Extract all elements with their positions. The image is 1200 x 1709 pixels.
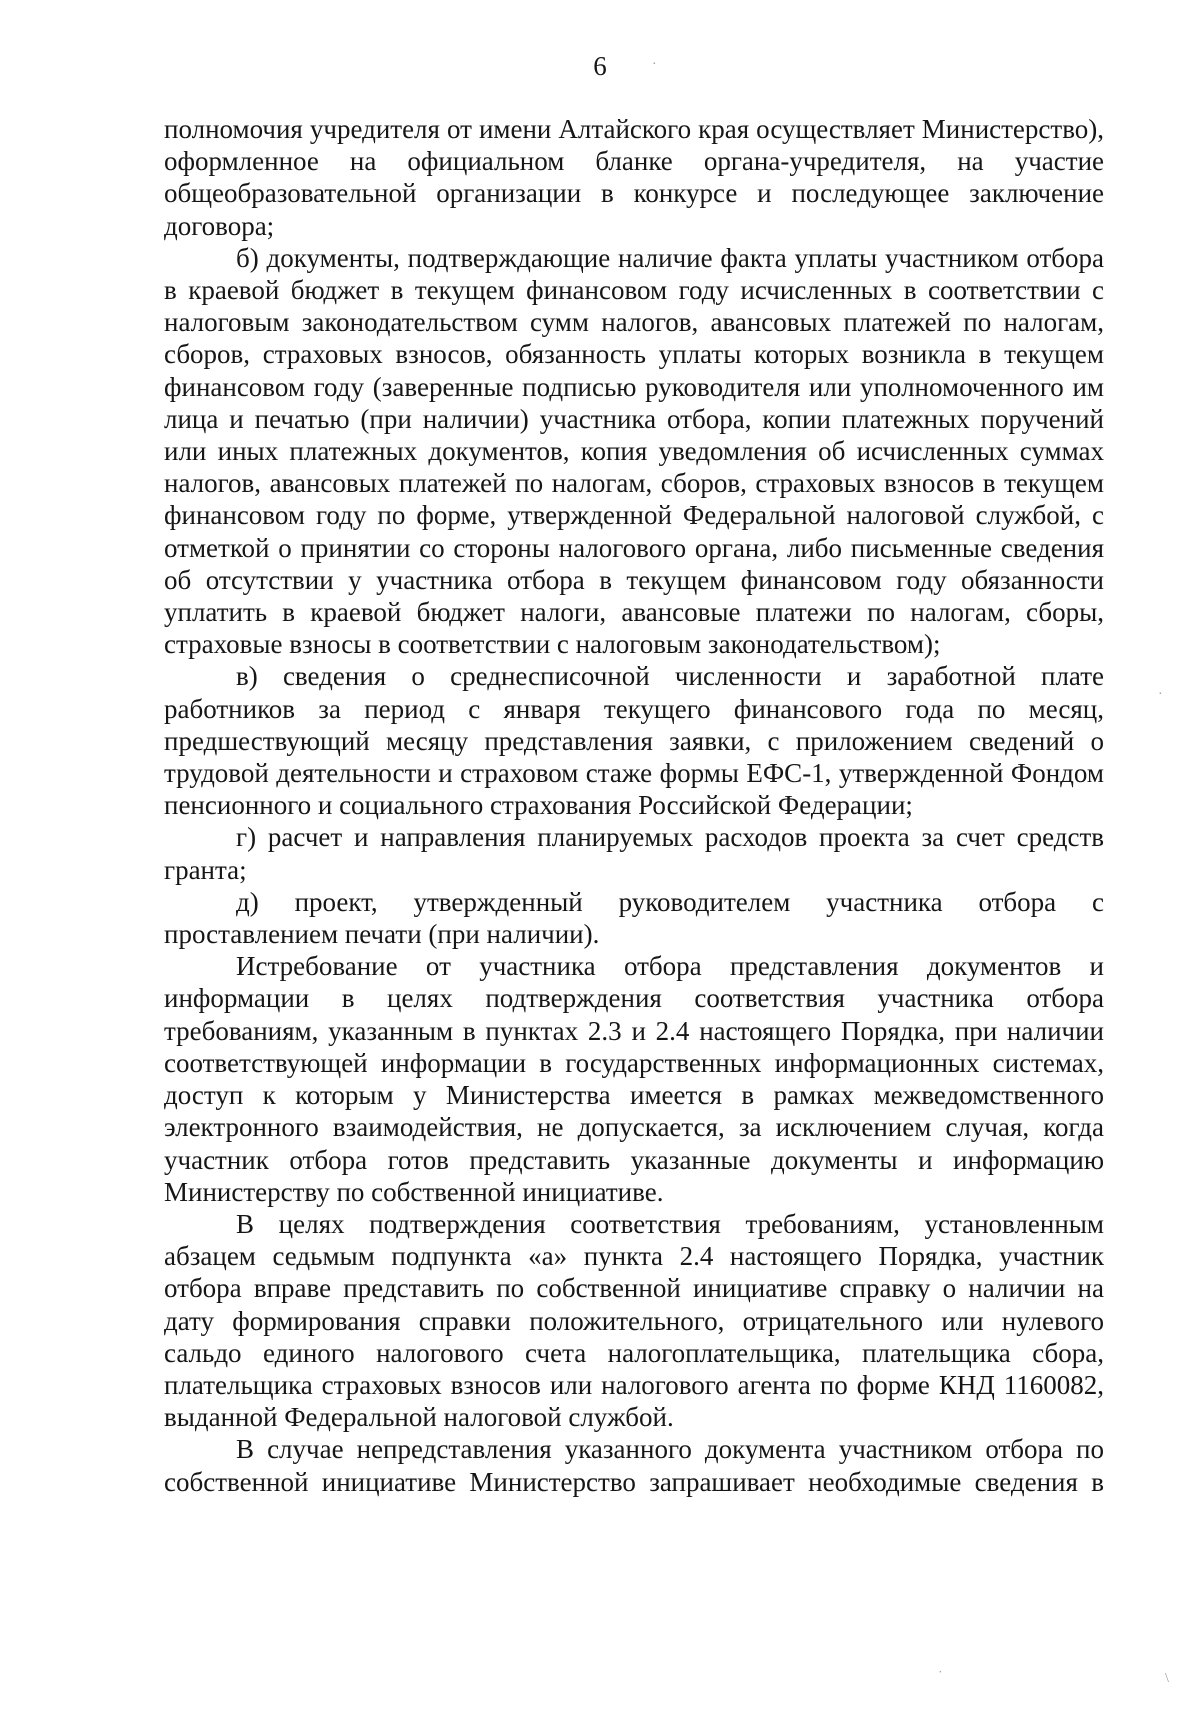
paragraph-request-prohibition: Истребование от участника отбора представления документов и информации в целях подтверждения соответствия участника отбора требованиям, указанным в пунктах 2.3 и 2.4 настоящего Порядка, при наличии соответствующей информации в государственных информационных системах, доступ к которым у Министерства имеется в рамках межведомственного электронного взаимодействия, не допускается, за исключением случая, когда участник отбора готов представить указанные документы и информацию Министерству по собственной инициативе. <box>164 951 1104 1207</box>
scan-speck: · <box>1158 687 1163 702</box>
scan-speck: · <box>652 57 657 72</box>
scan-speck: \ <box>1165 1671 1169 1686</box>
paragraph-continuation: полномочия учредителя от имени Алтайского края осуществляет Министерство), оформленное на официальном бланке органа-учредителя, на участие общеобразовательной организации в конкурсе и последующее заключение договора; <box>164 114 1104 241</box>
page-number: 6 <box>593 51 607 81</box>
document-body <box>164 113 1104 1498</box>
scan-speck: ˙ <box>938 1669 943 1684</box>
paragraph-ministry-request: В случае непредставления указанного документа участником отбора по собственной инициативе Министерство запрашивает необходимые сведения в <box>164 1434 1104 1497</box>
paragraph-item-g: г) расчет и направления планируемых расходов проекта за счет средств гранта; <box>164 822 1104 885</box>
paragraph-tax-certificate: В целях подтверждения соответствия требованиям, установленным абзацем седьмым подпункта «а» пункта 2.4 настоящего Порядка, участник отбора вправе представить по собственной инициативе справку о наличии на дату формирования справки положительного, отрицательного или нулевого сальдо единого налогового счета налогоплательщика, плательщика сбора, плательщика страховых взносов или налогового агента по форме КНД 1160082, выданной Федеральной налоговой службой. <box>164 1208 1104 1433</box>
paragraph-item-b: б) документы, подтверждающие наличие факта уплаты участником отбора в краевой бюджет в текущем финансовом году исчисленных в соответствии с налоговым законодательством сумм налогов, авансовых платежей по налогам, сборов, страховых взносов, обязанность уплаты которых возникла в текущем финансовом году (заверенные подписью руководителя или уполномоченного им лица и печатью (при наличии) участника отбора, копии платежных поручений или иных платежных документов, копия уведомления об исчисленных суммах налогов, авансовых платежей по налогам, сборов, страховых взносов в текущем финансовом году по форме, утвержденной Федеральной налоговой службой, с отметкой о принятии со стороны налогового органа, либо письменные сведения об отсутствии у участника отбора в текущем финансовом году обязанности уплатить в краевой бюджет налоги, авансовые платежи по налогам, сборы, страховые взносы в соответствии с налоговым законодательством); <box>164 242 1104 660</box>
paragraph-item-d: д) проект, утвержденный руководителем участника отбора с проставлением печати (при наличии). <box>164 886 1104 950</box>
paragraph-item-v: в) сведения о среднесписочной численности и заработной плате работников за период с января текущего финансового года по месяц, предшествующий месяцу представления заявки, с приложением сведений о трудовой деятельности и страховом стаже формы ЕФС-1, утвержденной Фондом пенсионного и социального страхования Российской Федерации; <box>164 661 1104 821</box>
